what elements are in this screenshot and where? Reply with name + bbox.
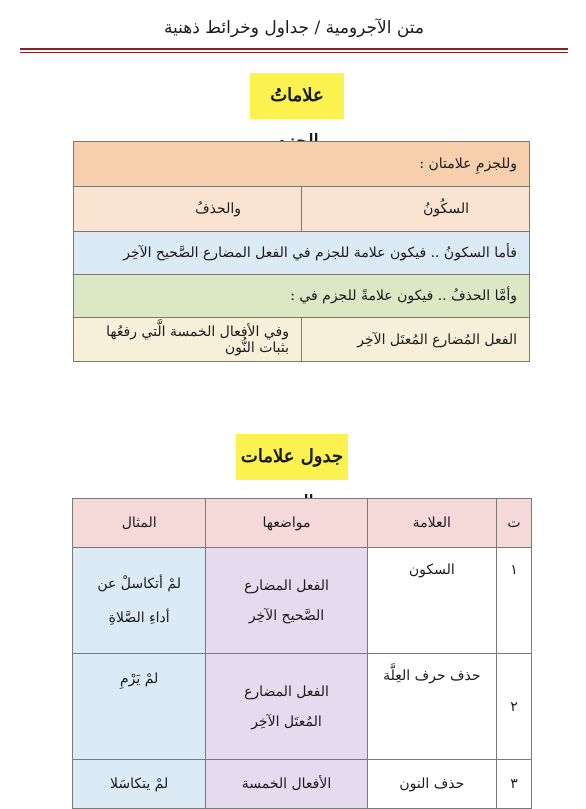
- example-line: لمْ أتكاسلْ عن: [97, 575, 181, 592]
- row-example: [73, 654, 206, 760]
- example-line: أداءِ الصَّلاةِ: [108, 609, 170, 626]
- place-line: الفعل المضارع: [244, 577, 329, 594]
- row-sign: السكون: [367, 548, 496, 654]
- row-places: [206, 654, 367, 760]
- header-example: المثال: [73, 499, 206, 548]
- place-line: الصَّحيح الآخِر: [248, 607, 325, 624]
- page-header: متن الآجرومية / جداول وخرائط ذهنية: [163, 18, 425, 38]
- table-row: [73, 760, 532, 809]
- example-line: لمْ يتكاسَلا: [110, 776, 169, 792]
- header-rule: [20, 48, 568, 50]
- header-places: مواضعها: [206, 499, 367, 548]
- place-line: الأفعال الخمسة: [241, 776, 332, 792]
- intro-cell: وللجزمِ علامتان :: [74, 142, 530, 187]
- row-places: [206, 760, 367, 809]
- section2-title: جدول علامات: [236, 434, 348, 480]
- row-example: [73, 548, 206, 654]
- header-num: ت: [496, 499, 531, 548]
- jazm-marks-summary-table: [73, 141, 530, 362]
- hadhf-description: وأمَّا الحذفُ .. فيكون علامةً للجزم في :: [74, 275, 530, 318]
- row-num: ٢: [496, 654, 531, 760]
- jazm-marks-table: [72, 498, 532, 809]
- place-line: الفعل المضارع: [244, 683, 329, 700]
- header-rule-thin: [20, 52, 568, 53]
- table-row: [74, 187, 530, 232]
- hadhf-cell: والحذفُ: [74, 187, 302, 232]
- table-header-row: [73, 499, 532, 548]
- table-row: [73, 548, 532, 654]
- table-row: [74, 142, 530, 187]
- section1-title: علاماتُ الجزمِ: [250, 73, 344, 119]
- table-row: [74, 318, 530, 362]
- row-sign: حذف حرف العِلَّة: [367, 654, 496, 760]
- sukun-cell: السكُونُ: [302, 187, 530, 232]
- hadhf-case-mutal: الفعل المُضارع المُعتَل الآخِر: [302, 318, 530, 362]
- hadhf-case-five-verbs: وفي الأفعال الخمسة الَّتي رفعُها بثبات النُّون: [74, 318, 302, 362]
- row-example: [73, 760, 206, 809]
- table-row: [73, 654, 532, 760]
- row-places: [206, 548, 367, 654]
- place-line: المُعتَل الآخِر: [251, 713, 322, 730]
- row-num: ١: [496, 548, 531, 654]
- sukun-description: فأما السكونُ .. فيكون علامة للجزم في الفعل المضارع الصَّحيح الآخِر: [74, 232, 530, 275]
- table-row: [74, 275, 530, 318]
- row-sign: حذف النون: [367, 760, 496, 809]
- row-num: ٣: [496, 760, 531, 809]
- header-sign: العلامة: [367, 499, 496, 548]
- example-line: لمْ يَرْمِ: [119, 671, 159, 687]
- table-row: [74, 232, 530, 275]
